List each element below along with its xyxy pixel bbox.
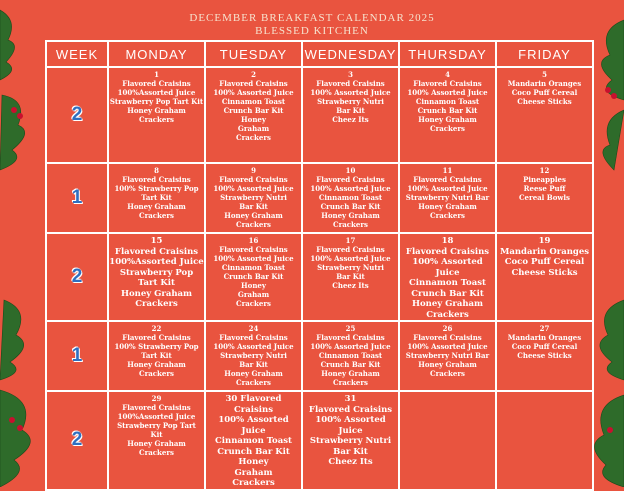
menu-item: 100% Assorted Juice	[213, 254, 294, 263]
day-number: 29	[151, 394, 162, 403]
menu-item: Pineapples	[523, 175, 566, 184]
menu-item: 100%Assorted Juice	[117, 88, 196, 97]
menu-item: Crackers	[430, 369, 465, 378]
menu-item: Flavored Craisins	[122, 175, 191, 184]
table-row	[46, 163, 593, 233]
day-number: 9	[251, 166, 256, 175]
table-row	[46, 67, 593, 163]
menu-item: Crackers	[430, 211, 465, 220]
menu-item: Flavored Craisins	[316, 79, 385, 88]
day-cell-friday	[496, 321, 593, 391]
menu-item: Crackers	[135, 299, 178, 309]
menu-item: 100% Assorted Juice	[218, 415, 289, 436]
day-cell-tuesday	[205, 391, 302, 490]
header-row	[46, 41, 593, 67]
menu-item: Bar Kit	[336, 272, 365, 281]
day-number: 5	[542, 70, 547, 79]
menu-item: Crackers	[236, 220, 271, 229]
menu-item: Crunch Bar Kit	[320, 360, 381, 369]
menu-item: Strawberry Pop	[119, 267, 194, 278]
menu-item: Crackers	[426, 309, 469, 320]
menu-item: Honey Graham	[418, 202, 477, 211]
menu-item: Flavored Craisins	[122, 403, 191, 412]
menu-item: Kit	[150, 430, 163, 439]
menu-item: Strawberry Nutri	[220, 351, 287, 360]
day-number: 11	[442, 166, 453, 175]
menu-item: Crunch Bar Kit	[411, 288, 484, 299]
menu-item: Crunch Bar Kit	[223, 272, 284, 281]
menu-item: Flavored Craisins	[405, 246, 490, 257]
day-cell-friday	[496, 391, 593, 490]
day-cell-thursday	[399, 233, 496, 321]
week-number: 2	[46, 233, 108, 321]
day-number: 19	[538, 236, 551, 246]
menu-item: Honey Graham	[418, 115, 477, 124]
menu-item: Crackers	[236, 378, 271, 387]
day-cell-wednesday	[302, 233, 399, 321]
menu-item: Honey Graham	[224, 211, 283, 220]
menu-item: Cinnamon Toast	[221, 263, 286, 272]
day-cell-tuesday	[205, 321, 302, 391]
menu-item: Honey Graham	[127, 202, 186, 211]
day-cell-wednesday	[302, 321, 399, 391]
menu-item: Flavored Craisins	[219, 175, 288, 184]
menu-item: Crackers	[333, 378, 368, 387]
menu-item: Honey Graham	[127, 360, 186, 369]
menu-item: Strawberry Pop Tart	[117, 421, 196, 430]
menu-item: Honey Graham	[127, 106, 186, 115]
menu-item: Strawberry Nutri Bar	[405, 351, 490, 360]
day-cell-thursday	[399, 391, 496, 490]
menu-item: Mandarin Oranges	[507, 333, 582, 342]
menu-item: Bar Kit	[336, 106, 365, 115]
day-number: 25	[345, 324, 356, 333]
day-number: 10	[345, 166, 356, 175]
day-number: 17	[345, 236, 356, 245]
menu-item: Cheez Its	[328, 457, 373, 467]
menu-item: Strawberry Nutri	[317, 263, 384, 272]
menu-item: Honey Graham	[321, 211, 380, 220]
menu-item: 100% Assorted Juice	[213, 184, 294, 193]
menu-item: Flavored Craisins	[219, 245, 288, 254]
day-cell-friday	[496, 67, 593, 163]
menu-item: Crunch Bar Kit	[223, 106, 284, 115]
menu-item: 100% Assorted Juice	[213, 342, 294, 351]
day-number: 26	[442, 324, 453, 333]
menu-item: Cheese Sticks	[517, 351, 572, 360]
menu-item: Crackers	[430, 124, 465, 133]
menu-item: Honey Graham	[127, 439, 186, 448]
menu-item: Crunch Bar Kit	[320, 202, 381, 211]
menu-item: Cinnamon Toast	[409, 278, 486, 288]
week-number: 2	[46, 67, 108, 163]
menu-item: Strawberry Pop Tart Kit	[109, 97, 204, 106]
day-number: 2	[251, 70, 256, 79]
menu-item: Coco Puff Cereal	[504, 257, 585, 267]
menu-item: Honey	[241, 115, 266, 124]
calendar-table	[45, 40, 594, 491]
header-tuesday: TUESDAY	[205, 41, 302, 67]
menu-item: Cinnamon Toast	[318, 351, 383, 360]
menu-item: Flavored Craisins	[413, 79, 482, 88]
menu-item: Strawberry Nutri	[309, 436, 392, 446]
day-number: 4	[445, 70, 450, 79]
menu-item: Strawberry Nutri	[220, 193, 287, 202]
day-number: 31	[344, 394, 357, 404]
menu-item: Cheez Its	[332, 281, 369, 290]
calendar-title: DECEMBER BREAKFAST CALENDAR 2025	[189, 12, 435, 24]
menu-item: Honey Graham	[321, 369, 380, 378]
menu-item: Cinnamon Toast	[215, 436, 292, 446]
day-cell-tuesday	[205, 233, 302, 321]
day-cell-thursday	[399, 163, 496, 233]
day-number: 24	[248, 324, 259, 333]
menu-item: Flavored Craisins	[316, 333, 385, 342]
day-cell-thursday	[399, 67, 496, 163]
menu-item: Graham	[237, 290, 270, 299]
header-monday: MONDAY	[108, 41, 205, 67]
day-cell-friday	[496, 163, 593, 233]
calendar-subtitle: BLESSED KITCHEN	[255, 25, 369, 37]
menu-item: Crackers	[232, 478, 275, 488]
day-cell-wednesday	[302, 163, 399, 233]
menu-item: Crackers	[236, 133, 271, 142]
week-number: 1	[46, 321, 108, 391]
menu-item: Honey	[241, 281, 266, 290]
header-week: WEEK	[46, 41, 108, 67]
menu-item: Tart Kit	[138, 278, 175, 288]
day-number: 1	[154, 70, 159, 79]
day-number: 8	[154, 166, 159, 175]
day-number: 12	[539, 166, 550, 175]
day-cell-wednesday	[302, 67, 399, 163]
menu-item: Cereal Bowls	[518, 193, 570, 202]
day-number: 30 Flavored Craisins	[225, 394, 282, 415]
week-number: 2	[46, 391, 108, 490]
menu-item: Flavored Craisins	[114, 246, 199, 257]
holly-left-icon	[0, 0, 46, 487]
menu-item: 100%Assorted Juice	[117, 412, 196, 421]
menu-item: 100% Assorted Juice	[407, 184, 488, 193]
header-thursday: THURSDAY	[399, 41, 496, 67]
menu-item: 100% Assorted Juice	[412, 257, 483, 278]
day-cell-monday	[108, 163, 205, 233]
menu-item: Flavored Craisins	[219, 79, 288, 88]
menu-item: Cheez Its	[332, 115, 369, 124]
day-number: 15	[150, 236, 163, 246]
menu-item: Honey Graham	[224, 369, 283, 378]
menu-item: Crackers	[236, 299, 271, 308]
menu-item: Mandarin Oranges	[499, 246, 590, 257]
menu-item: Strawberry Nutri Bar	[405, 193, 490, 202]
day-cell-monday	[108, 233, 205, 321]
menu-item: 100% Strawberry Pop	[114, 184, 199, 193]
menu-item: Bar Kit	[239, 360, 268, 369]
menu-item: 100% Assorted Juice	[310, 88, 391, 97]
table-row	[46, 391, 593, 490]
day-cell-monday	[108, 67, 205, 163]
day-cell-tuesday	[205, 67, 302, 163]
menu-item: Crackers	[139, 115, 174, 124]
day-cell-wednesday	[302, 391, 399, 490]
menu-item: Honey Graham	[411, 299, 484, 309]
day-cell-tuesday	[205, 163, 302, 233]
menu-item: Tart Kit	[141, 193, 172, 202]
header-friday: FRIDAY	[496, 41, 593, 67]
menu-item: Flavored Craisins	[219, 333, 288, 342]
table-row	[46, 321, 593, 391]
menu-item: Flavored Craisins	[413, 175, 482, 184]
menu-item: Honey Graham	[418, 360, 477, 369]
menu-item: 100% Assorted Juice	[310, 342, 391, 351]
menu-item: Honey	[238, 457, 269, 467]
menu-item: 100% Assorted Juice	[407, 88, 488, 97]
table-row	[46, 233, 593, 321]
menu-item: Graham	[234, 467, 273, 478]
day-cell-thursday	[399, 321, 496, 391]
day-number: 27	[539, 324, 550, 333]
menu-item: Flavored Craisins	[122, 333, 191, 342]
menu-item: Cheese Sticks	[511, 267, 578, 278]
menu-item: 100% Strawberry Pop	[114, 342, 199, 351]
day-number: 16	[248, 236, 259, 245]
menu-item: Crunch Bar Kit	[217, 446, 290, 457]
menu-item: Mandarin Oranges	[507, 79, 582, 88]
menu-item: Crunch Bar Kit	[417, 106, 478, 115]
day-cell-friday	[496, 233, 593, 321]
menu-item: Cinnamon Toast	[415, 97, 480, 106]
menu-item: 100%Assorted Juice	[109, 257, 204, 267]
menu-item: Cheese Sticks	[517, 97, 572, 106]
menu-item: Honey Graham	[120, 288, 193, 299]
day-cell-monday	[108, 321, 205, 391]
menu-item: 100% Assorted Juice	[315, 415, 386, 436]
header-wednesday: WEDNESDAY	[302, 41, 399, 67]
menu-item: Coco Puff Cereal	[511, 342, 578, 351]
menu-item: Reese Puff	[523, 184, 566, 193]
menu-item: 100% Assorted Juice	[407, 342, 488, 351]
menu-item: Strawberry Nutri	[317, 97, 384, 106]
menu-item: Cinnamon Toast	[221, 97, 286, 106]
day-cell-monday	[108, 391, 205, 490]
menu-item: Crackers	[139, 211, 174, 220]
day-number: 18	[441, 236, 454, 246]
day-number: 3	[348, 70, 353, 79]
menu-item: Coco Puff Cereal	[511, 88, 578, 97]
menu-item: 100% Assorted Juice	[213, 88, 294, 97]
menu-item: Bar Kit	[333, 446, 368, 457]
menu-item: 100% Assorted Juice	[310, 254, 391, 263]
menu-item: Crackers	[139, 448, 174, 457]
menu-item: Flavored Craisins	[316, 245, 385, 254]
menu-item: Tart Kit	[141, 351, 172, 360]
menu-item: Flavored Craisins	[308, 404, 393, 415]
menu-item: Cinnamon Toast	[318, 193, 383, 202]
menu-item: Bar Kit	[239, 202, 268, 211]
day-number: 22	[151, 324, 162, 333]
menu-item: Graham	[237, 124, 270, 133]
week-number: 1	[46, 163, 108, 233]
menu-item: Crackers	[139, 369, 174, 378]
menu-item: Flavored Craisins	[316, 175, 385, 184]
menu-item: Flavored Craisins	[122, 79, 191, 88]
menu-item: Crackers	[333, 220, 368, 229]
menu-item: 100% Assorted Juice	[310, 184, 391, 193]
menu-item: Flavored Craisins	[413, 333, 482, 342]
